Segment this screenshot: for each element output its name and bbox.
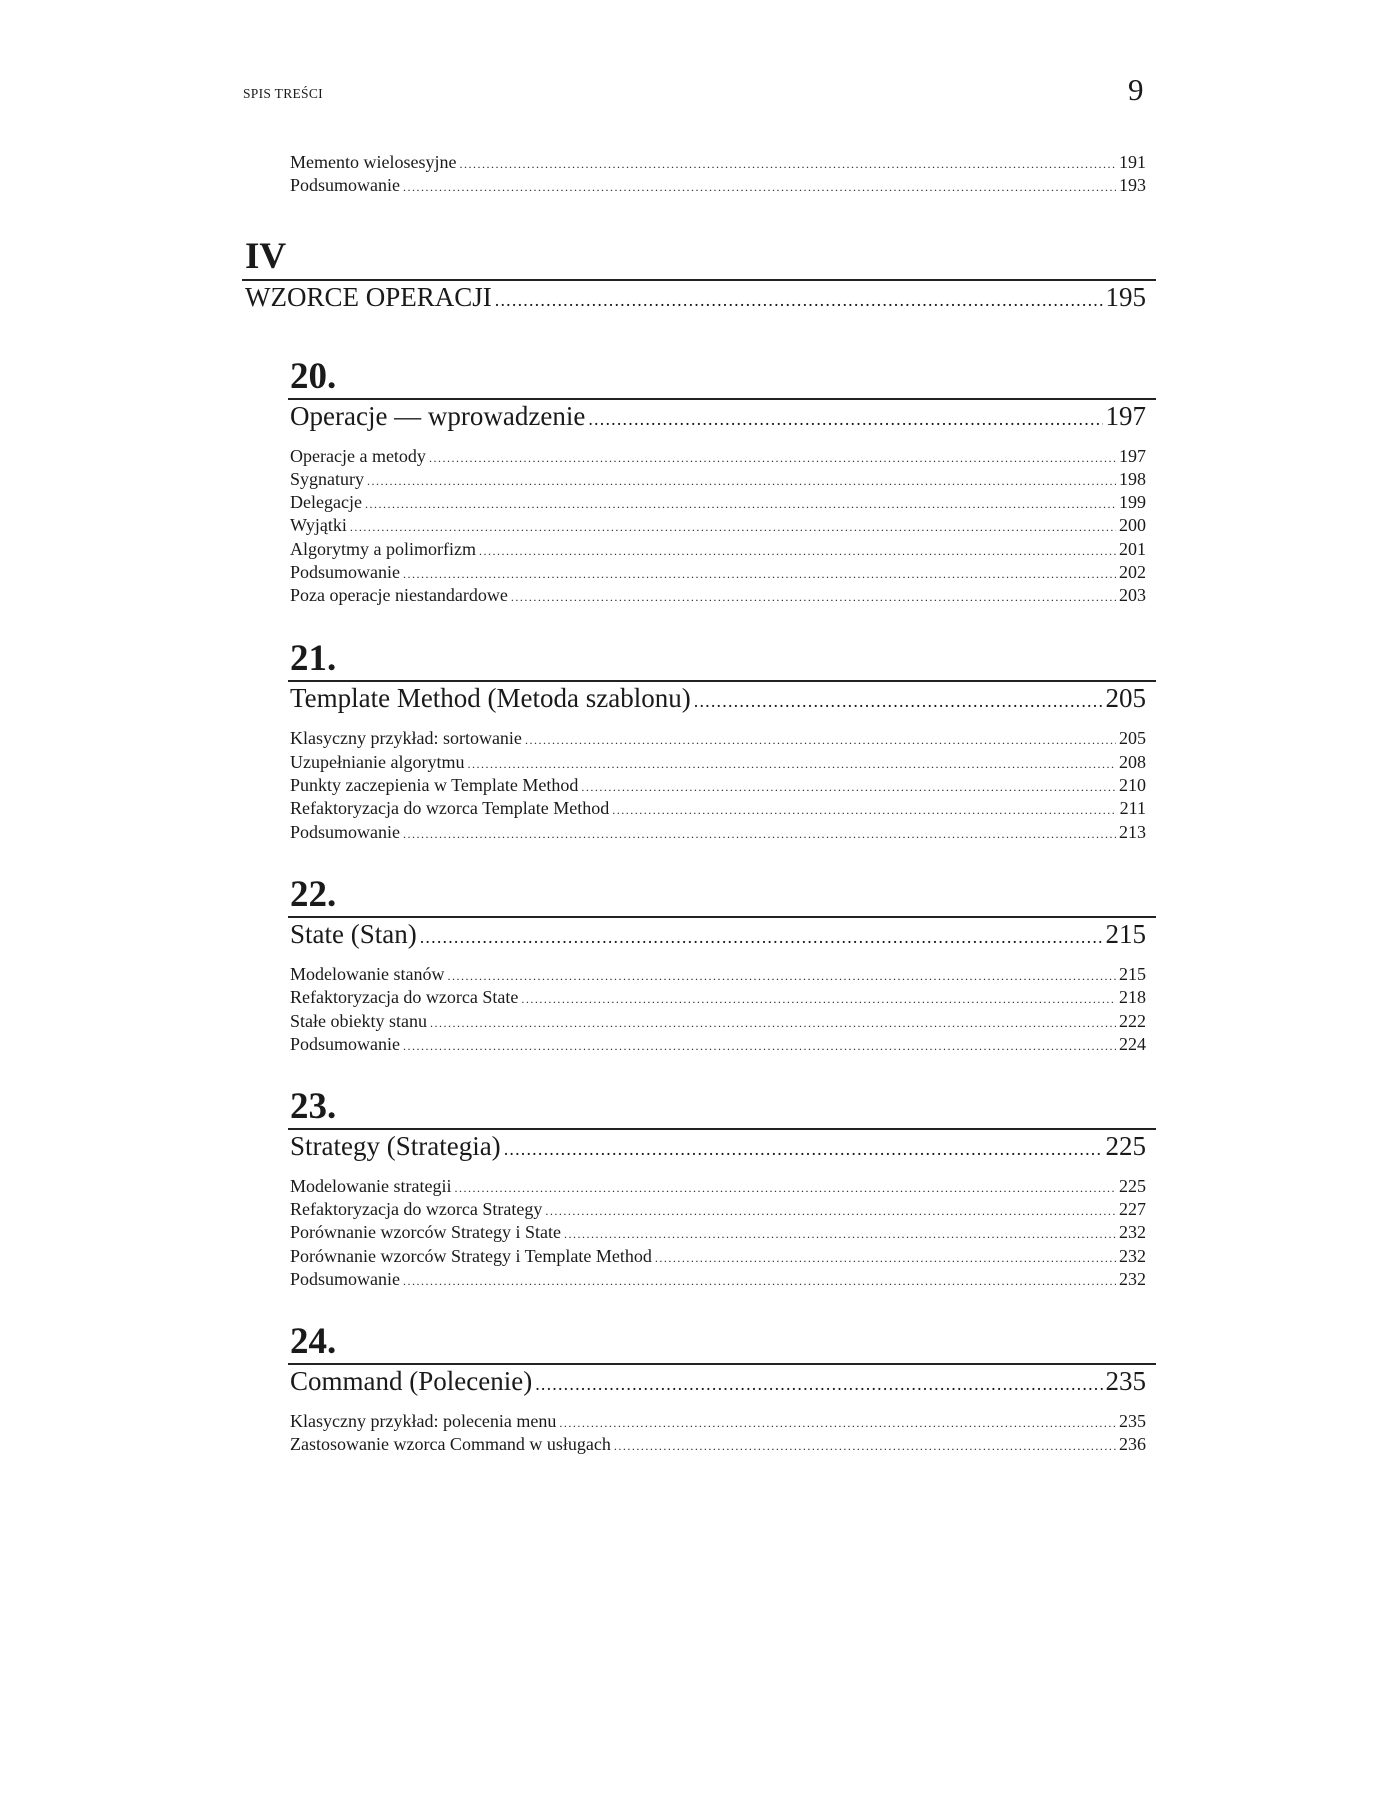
chapter-page: 235	[1105, 1366, 1146, 1396]
page-number: 9	[1128, 72, 1144, 107]
dot-leader	[367, 474, 1116, 489]
part-number: IV	[245, 236, 287, 277]
dot-leader	[447, 969, 1116, 984]
entry-title: Memento wielosesyjne	[290, 152, 457, 172]
section-header: SPIS TREŚCI	[243, 86, 323, 101]
chapter-title: Command (Polecenie)	[290, 1366, 533, 1396]
entry-page: 215	[1119, 964, 1146, 984]
dot-leader	[694, 691, 1103, 712]
toc-entry[interactable]	[290, 1411, 1146, 1433]
chapter-page: 225	[1105, 1131, 1146, 1161]
dot-leader	[588, 409, 1102, 430]
chapter-title: Strategy (Strategia)	[290, 1131, 501, 1161]
entry-title: Porównanie wzorców Strategy i State	[290, 1222, 561, 1242]
toc-entry[interactable]	[290, 562, 1146, 584]
entry-title: Podsumowanie	[290, 562, 400, 582]
entry-page: 191	[1119, 152, 1146, 172]
dot-leader	[495, 290, 1103, 311]
chapter-rule	[288, 398, 1156, 400]
entry-page: 232	[1119, 1222, 1146, 1242]
part-title: WZORCE OPERACJI	[245, 282, 492, 312]
dot-leader	[403, 1274, 1116, 1289]
entry-page: 198	[1119, 469, 1146, 489]
toc-entry[interactable]	[290, 1011, 1146, 1033]
dot-leader	[535, 1374, 1102, 1395]
entry-page: 202	[1119, 562, 1146, 582]
dot-leader	[403, 827, 1116, 842]
entry-page: 199	[1119, 492, 1146, 512]
entry-title: Podsumowanie	[290, 1269, 400, 1289]
chapter-rule	[288, 1363, 1156, 1365]
chapter-number: 20.	[290, 356, 337, 397]
toc-entry[interactable]	[290, 585, 1146, 607]
part-page: 195	[1105, 282, 1146, 312]
dot-leader	[504, 1139, 1103, 1160]
toc-entry[interactable]	[290, 1269, 1146, 1291]
entry-title: Podsumowanie	[290, 1034, 400, 1054]
toc-entry[interactable]	[290, 728, 1146, 750]
entry-title: Sygnatury	[290, 469, 364, 489]
chapter-title: Template Method (Metoda szablonu)	[290, 683, 691, 713]
entry-page: 201	[1119, 539, 1146, 559]
dot-leader	[581, 780, 1116, 795]
entry-page: 200	[1119, 515, 1146, 535]
chapter-number: 22.	[290, 874, 337, 915]
dot-leader	[521, 992, 1116, 1007]
dot-leader	[655, 1251, 1116, 1266]
entry-page: 225	[1119, 1176, 1146, 1196]
chapter-rule	[288, 680, 1156, 682]
entry-title: Wyjątki	[290, 515, 347, 535]
dot-leader	[403, 567, 1116, 582]
chapter-heading[interactable]	[290, 1131, 1146, 1162]
entry-title: Stałe obiekty stanu	[290, 1011, 427, 1031]
toc-entry[interactable]	[290, 469, 1146, 491]
entry-title: Klasyczny przykład: sortowanie	[290, 728, 522, 748]
chapter-rule	[288, 916, 1156, 918]
entry-page: 218	[1119, 987, 1146, 1007]
entry-title: Zastosowanie wzorca Command w usługach	[290, 1434, 611, 1454]
entry-title: Refaktoryzacja do wzorca Strategy	[290, 1199, 543, 1219]
toc-entry[interactable]	[290, 1434, 1146, 1456]
toc-entry[interactable]	[290, 515, 1146, 537]
entry-page: 197	[1119, 446, 1146, 466]
entry-title: Poza operacje niestandardowe	[290, 585, 508, 605]
chapter-heading[interactable]	[290, 401, 1146, 432]
chapter-number: 24.	[290, 1321, 337, 1362]
toc-entry[interactable]	[290, 539, 1146, 561]
entry-page: 211	[1119, 798, 1146, 818]
dot-leader	[403, 1039, 1116, 1054]
dot-leader	[459, 157, 1116, 172]
toc-entry[interactable]	[290, 752, 1146, 774]
toc-entry[interactable]	[290, 1222, 1146, 1244]
chapter-number: 23.	[290, 1086, 337, 1127]
toc-entry[interactable]	[290, 1034, 1146, 1056]
toc-entry[interactable]	[290, 1176, 1146, 1198]
toc-entry[interactable]	[290, 775, 1146, 797]
chapter-rule	[288, 1128, 1156, 1130]
entry-title: Refaktoryzacja do wzorca Template Method	[290, 798, 610, 818]
toc-entry[interactable]	[290, 1199, 1146, 1221]
dot-leader	[525, 733, 1116, 748]
entry-page: 208	[1119, 752, 1146, 772]
dot-leader	[454, 1181, 1116, 1196]
toc-entry[interactable]	[290, 446, 1146, 468]
entry-title: Modelowanie strategii	[290, 1176, 452, 1196]
entry-title: Refaktoryzacja do wzorca State	[290, 987, 519, 1007]
chapter-page: 197	[1105, 401, 1146, 431]
entry-title: Klasyczny przykład: polecenia menu	[290, 1411, 557, 1431]
part-heading[interactable]	[245, 282, 1146, 313]
toc-entry[interactable]	[290, 987, 1146, 1009]
chapter-title: State (Stan)	[290, 919, 417, 949]
entry-title: Podsumowanie	[290, 175, 400, 195]
entry-page: 205	[1119, 728, 1146, 748]
dot-leader	[612, 803, 1116, 818]
entry-page: 232	[1119, 1269, 1146, 1289]
entry-page: 213	[1119, 822, 1146, 842]
part-rule	[242, 279, 1156, 281]
toc-entry[interactable]	[290, 822, 1146, 844]
dot-leader	[467, 757, 1116, 772]
entry-title: Podsumowanie	[290, 822, 400, 842]
entry-page: 227	[1119, 1199, 1146, 1219]
toc-entry[interactable]	[290, 152, 1146, 174]
dot-leader	[559, 1416, 1116, 1431]
entry-page: 222	[1119, 1011, 1146, 1031]
entry-title: Uzupełnianie algorytmu	[290, 752, 465, 772]
dot-leader	[545, 1204, 1116, 1219]
dot-leader	[430, 1016, 1116, 1031]
toc-entry[interactable]	[290, 798, 1146, 820]
entry-title: Punkty zaczepienia w Template Method	[290, 775, 579, 795]
toc-entry[interactable]	[290, 964, 1146, 986]
dot-leader	[479, 544, 1116, 559]
entry-title: Algorytmy a polimorfizm	[290, 539, 476, 559]
entry-page: 193	[1119, 175, 1146, 195]
chapter-number: 21.	[290, 638, 337, 679]
entry-title: Porównanie wzorców Strategy i Template Method	[290, 1246, 652, 1266]
dot-leader	[350, 520, 1116, 535]
toc-entry[interactable]	[290, 492, 1146, 514]
dot-leader	[403, 180, 1116, 195]
entry-page: 232	[1119, 1246, 1146, 1266]
toc-entry[interactable]	[290, 175, 1146, 197]
chapter-page: 215	[1105, 919, 1146, 949]
entry-page: 235	[1119, 1411, 1146, 1431]
dot-leader	[420, 927, 1103, 948]
chapter-title: Operacje — wprowadzenie	[290, 401, 586, 431]
chapter-heading[interactable]	[290, 683, 1146, 714]
chapter-page: 205	[1105, 683, 1146, 713]
dot-leader	[429, 451, 1116, 466]
entry-title: Delegacje	[290, 492, 362, 512]
dot-leader	[614, 1439, 1116, 1454]
entry-title: Operacje a metody	[290, 446, 426, 466]
entry-page: 224	[1119, 1034, 1146, 1054]
dot-leader	[511, 590, 1116, 605]
entry-page: 203	[1119, 585, 1146, 605]
chapter-heading[interactable]	[290, 1366, 1146, 1397]
entry-page: 210	[1119, 775, 1146, 795]
dot-leader	[564, 1227, 1116, 1242]
entry-page: 236	[1119, 1434, 1146, 1454]
chapter-heading[interactable]	[290, 919, 1146, 950]
toc-entry[interactable]	[290, 1246, 1146, 1268]
entry-title: Modelowanie stanów	[290, 964, 445, 984]
dot-leader	[365, 497, 1116, 512]
